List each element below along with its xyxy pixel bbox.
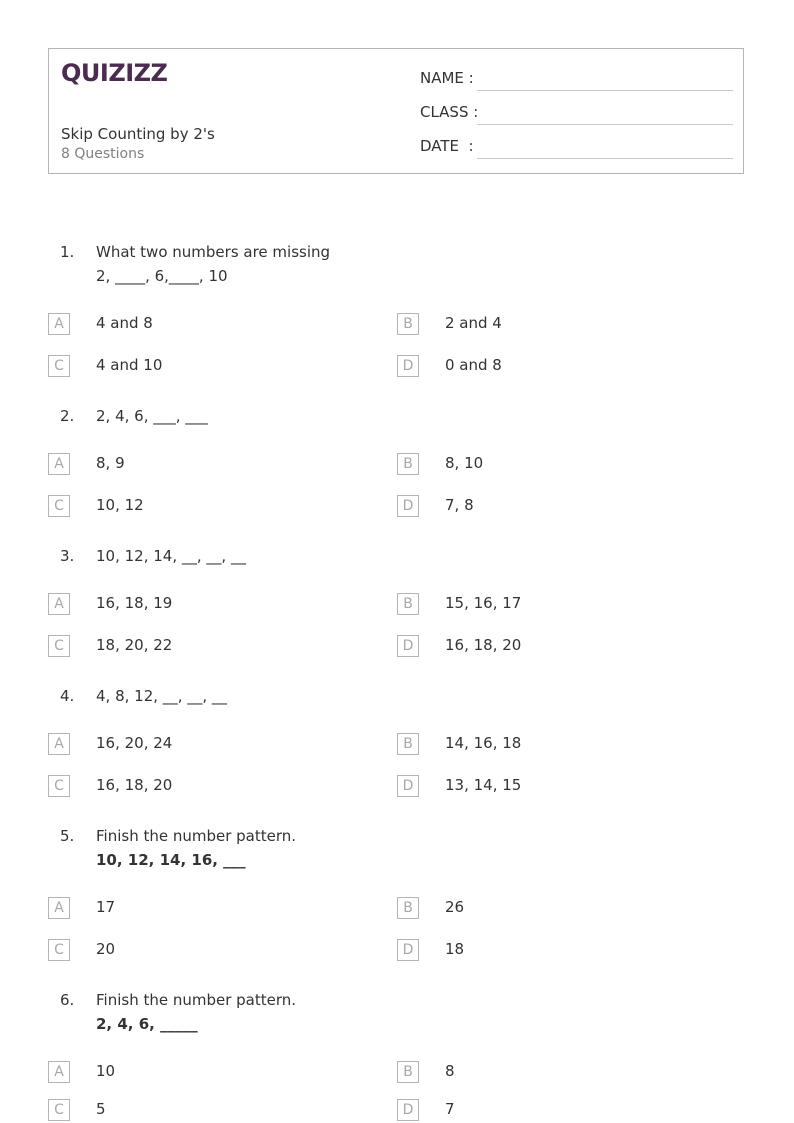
option-letter: B — [397, 733, 419, 755]
quizizz-logo: QUIZIZZ — [61, 59, 168, 87]
option-text: 15, 16, 17 — [445, 594, 522, 612]
question-pattern: 2, 4, 6, _____ — [96, 1015, 198, 1033]
option-text: 8, 9 — [96, 454, 125, 472]
option-text: 7, 8 — [445, 496, 474, 514]
option-letter: A — [48, 1061, 70, 1083]
question-text: 4, 8, 12, __, __, __ — [96, 687, 227, 705]
option-text: 4 and 10 — [96, 356, 163, 374]
q3-option-d[interactable] — [397, 635, 717, 659]
question-text: 10, 12, 14, __, __, __ — [96, 547, 246, 565]
question-count: 8 Questions — [61, 146, 145, 162]
q6-option-d[interactable] — [397, 1099, 717, 1123]
q5-option-d[interactable] — [397, 939, 717, 963]
option-text: 0 and 8 — [445, 356, 502, 374]
option-letter: A — [48, 897, 70, 919]
option-text: 17 — [96, 898, 116, 916]
option-letter: B — [397, 593, 419, 615]
q2-option-a[interactable] — [48, 453, 368, 477]
option-text: 5 — [96, 1100, 106, 1118]
q2-option-b[interactable] — [397, 453, 717, 477]
option-text: 16, 18, 19 — [96, 594, 173, 612]
question-subtext: 2, ____, 6,____, 10 — [96, 267, 228, 285]
option-text: 20 — [96, 940, 116, 958]
option-letter: A — [48, 593, 70, 615]
worksheet-header — [48, 48, 744, 174]
question-number: 5. — [60, 827, 75, 845]
option-text: 16, 20, 24 — [96, 734, 173, 752]
worksheet-title: Skip Counting by 2's — [61, 125, 215, 143]
q6-option-b[interactable] — [397, 1061, 717, 1085]
date-line — [477, 158, 733, 159]
option-text: 18, 20, 22 — [96, 636, 173, 654]
q2-option-c[interactable] — [48, 495, 368, 519]
q5-option-c[interactable] — [48, 939, 368, 963]
question-text: 2, 4, 6, ___, ___ — [96, 407, 208, 425]
q5-option-b[interactable] — [397, 897, 717, 921]
question-text: Finish the number pattern. — [96, 827, 297, 845]
option-letter: A — [48, 313, 70, 335]
q6-option-c[interactable] — [48, 1099, 368, 1123]
q4-option-d[interactable] — [397, 775, 717, 799]
option-letter: D — [397, 775, 419, 797]
option-text: 14, 16, 18 — [445, 734, 522, 752]
option-letter: C — [48, 939, 70, 961]
q1-option-d[interactable] — [397, 355, 717, 379]
option-letter: D — [397, 495, 419, 517]
option-text: 16, 18, 20 — [445, 636, 522, 654]
option-text: 13, 14, 15 — [445, 776, 522, 794]
date-label: DATE : — [420, 137, 474, 155]
option-letter: C — [48, 1099, 70, 1121]
q1-option-b[interactable] — [397, 313, 717, 337]
option-text: 10, 12 — [96, 496, 144, 514]
option-text: 8, 10 — [445, 454, 484, 472]
q6-option-a[interactable] — [48, 1061, 368, 1085]
option-letter: C — [48, 355, 70, 377]
option-letter: D — [397, 939, 419, 961]
option-letter: C — [48, 495, 70, 517]
option-letter: D — [397, 355, 419, 377]
question-number: 1. — [60, 243, 75, 261]
option-letter: A — [48, 733, 70, 755]
option-letter: B — [397, 313, 419, 335]
option-text: 8 — [445, 1062, 455, 1080]
option-text: 2 and 4 — [445, 314, 502, 332]
question-number: 4. — [60, 687, 75, 705]
question-text: What two numbers are missing — [96, 243, 331, 261]
q1-option-c[interactable] — [48, 355, 368, 379]
question-number: 6. — [60, 991, 75, 1009]
option-letter: D — [397, 1099, 419, 1121]
q2-option-d[interactable] — [397, 495, 717, 519]
name-field — [420, 67, 733, 91]
question-number: 3. — [60, 547, 75, 565]
option-letter: C — [48, 775, 70, 797]
option-letter: C — [48, 635, 70, 657]
q4-option-c[interactable] — [48, 775, 368, 799]
q3-option-c[interactable] — [48, 635, 368, 659]
q4-option-a[interactable] — [48, 733, 368, 757]
option-letter: B — [397, 897, 419, 919]
question-pattern: 10, 12, 14, 16, ___ — [96, 851, 246, 869]
option-letter: D — [397, 635, 419, 657]
option-text: 26 — [445, 898, 465, 916]
class-field — [420, 101, 733, 125]
option-text: 16, 18, 20 — [96, 776, 173, 794]
q4-option-b[interactable] — [397, 733, 717, 757]
option-text: 10 — [96, 1062, 116, 1080]
q1-option-a[interactable] — [48, 313, 368, 337]
q3-option-b[interactable] — [397, 593, 717, 617]
option-text: 7 — [445, 1100, 455, 1118]
option-letter: B — [397, 1061, 419, 1083]
q5-option-a[interactable] — [48, 897, 368, 921]
question-number: 2. — [60, 407, 75, 425]
class-line — [477, 124, 733, 125]
option-letter: B — [397, 453, 419, 475]
name-label: NAME : — [420, 69, 474, 87]
option-text: 4 and 8 — [96, 314, 153, 332]
class-label: CLASS : — [420, 103, 479, 121]
option-letter: A — [48, 453, 70, 475]
name-line — [477, 90, 733, 91]
q3-option-a[interactable] — [48, 593, 368, 617]
question-text: Finish the number pattern. — [96, 991, 297, 1009]
option-text: 18 — [445, 940, 465, 958]
date-field — [420, 135, 733, 159]
